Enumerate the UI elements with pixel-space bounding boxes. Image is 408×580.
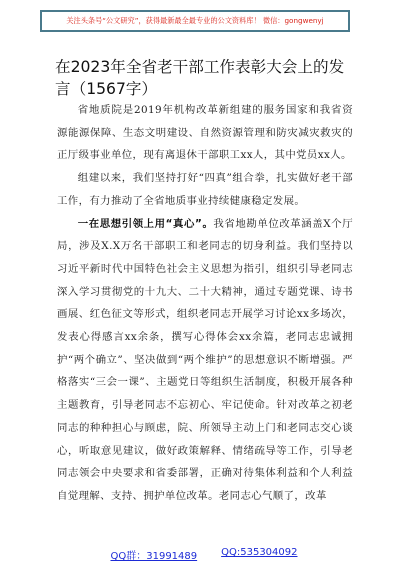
qq-link[interactable]: QQ:535304092	[221, 547, 298, 558]
paragraph-text: 省地质院是2019年机构改革新组建的服务国家和我省资源能源保障、生态文明建设、自然资源管理和防灾减灾救灾的正厅级事业单位，现有离退休干部职工xx人，其中党员xx人。	[57, 104, 353, 162]
paragraph-intro	[57, 99, 353, 167]
section-heading: 一在思想引领上用“真心”。	[77, 217, 214, 230]
paragraph-section-1	[57, 213, 353, 508]
paragraph-text: 组建以来，我们坚持打好“四真”组合拳，扎实做好老干部工作，有力推动了全省地质事业持续健康稳定发展。	[57, 172, 353, 207]
promo-banner	[40, 10, 350, 32]
paragraph-summary	[57, 167, 353, 212]
promo-banner-text: 关注头条号“公文研究”，获得最新最全最专业的公文资料库！ 微信：gongwenyj	[66, 16, 324, 25]
document-title: 在2023年全省老干部工作表彰大会上的发言（1567字）	[55, 58, 345, 98]
footer-contact	[0, 547, 408, 562]
document-body	[57, 99, 353, 508]
paragraph-text: 我省地勘单位改革涵盖X个厅局，涉及X.X万名干部职工和老同志的切身利益。我们坚持以习近平新时代中国特色社会主义思想为指引，组织引导老同志深入学习贯彻党的十九大、二十大精神，通过专题党课、诗书画展、红色征文等形式，组织老同志开展学习讨论xx多场次，发表心得感言xx余条，撰写心得体会xx余篇，老同志忠诚拥护“两个确立”、坚决做到“两个维护”的思想意识不断增强。严格落实“三会一课”、主题党日等组织生活制度，积极开展各种主题教育，引导老同志不忘初心、牢记使命。针对改革之初老同志的种种担心与顾虑，院、所领导主动上门和老同志交心谈心，听取意见建议，做好政策解释、情绪疏导等工作，引导老同志领会中央要求和省委部署，正确对待集体利益和个人利益自觉理解、支持、拥护单位改革。老同志心气顺了，改革	[57, 217, 353, 502]
qq-group-link[interactable]: QQ群：31991489	[110, 551, 198, 562]
